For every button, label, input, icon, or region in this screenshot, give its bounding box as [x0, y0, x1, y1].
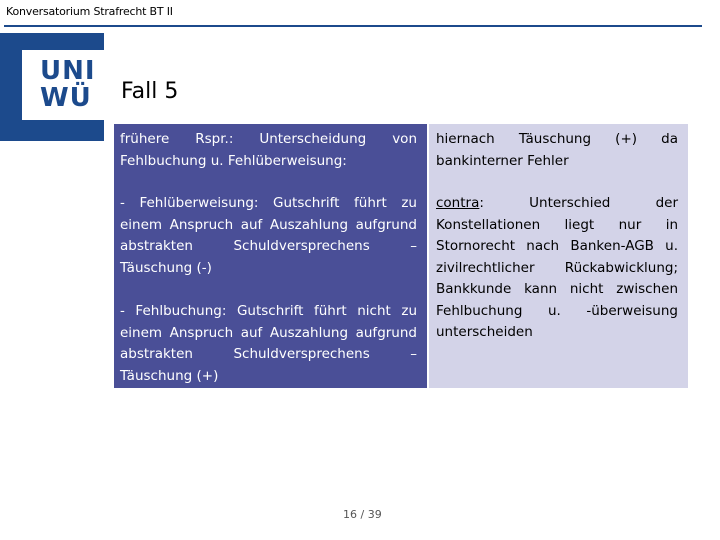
- course-header: Konversatorium Strafrecht BT II: [6, 5, 173, 18]
- logo-text-line1: UNI: [40, 56, 96, 86]
- table-column-right: [429, 124, 688, 388]
- page-number: 16 / 39: [343, 508, 382, 521]
- contra-text: : Unterschied der Konstellationen liegt nur in Stornorecht nach Banken-AGB u. zivilrechtlicher Rückabwicklung; Bankkunde kann nicht zwischen Fehlbuchung u. -überweisung unterscheiden: [436, 195, 678, 340]
- left-paragraph-fehlueberweisung: [120, 193, 417, 279]
- fehlueberweisung-lead: - Fehlüberweisung: [120, 195, 254, 211]
- fehlueberweisung-text: : Gutschrift führt zu einem Anspruch auf Auszahlung aufgrund abstrakten Schuldversprechens – Täuschung (-): [120, 195, 417, 276]
- left-paragraph-intro: [120, 129, 417, 172]
- logo-text-line2: WÜ: [40, 83, 92, 113]
- right-paragraph-contra: [436, 193, 678, 344]
- fehlbuchung-lead: - Fehlbuchung: [120, 303, 222, 319]
- left-intro-text: frühere Rspr.: Unterscheidung von Fehlbuchung u. Fehlüberweisung:: [120, 131, 417, 169]
- comparison-table: [114, 124, 688, 388]
- right-conclusion-text: hiernach Täuschung (+) da bankinterner Fehler: [436, 131, 678, 169]
- fehlbuchung-text: : Gutschrift führt nicht zu einem Anspruch auf Auszahlung aufgrund abstrakten Schuldversprechens – Täuschung (+): [120, 303, 417, 384]
- header-divider: [4, 25, 702, 27]
- table-column-left: [114, 124, 427, 388]
- right-paragraph-conclusion: [436, 129, 678, 172]
- left-paragraph-fehlbuchung: [120, 301, 417, 387]
- slide-title: Fall 5: [121, 79, 179, 104]
- contra-lead: contra: [436, 195, 480, 211]
